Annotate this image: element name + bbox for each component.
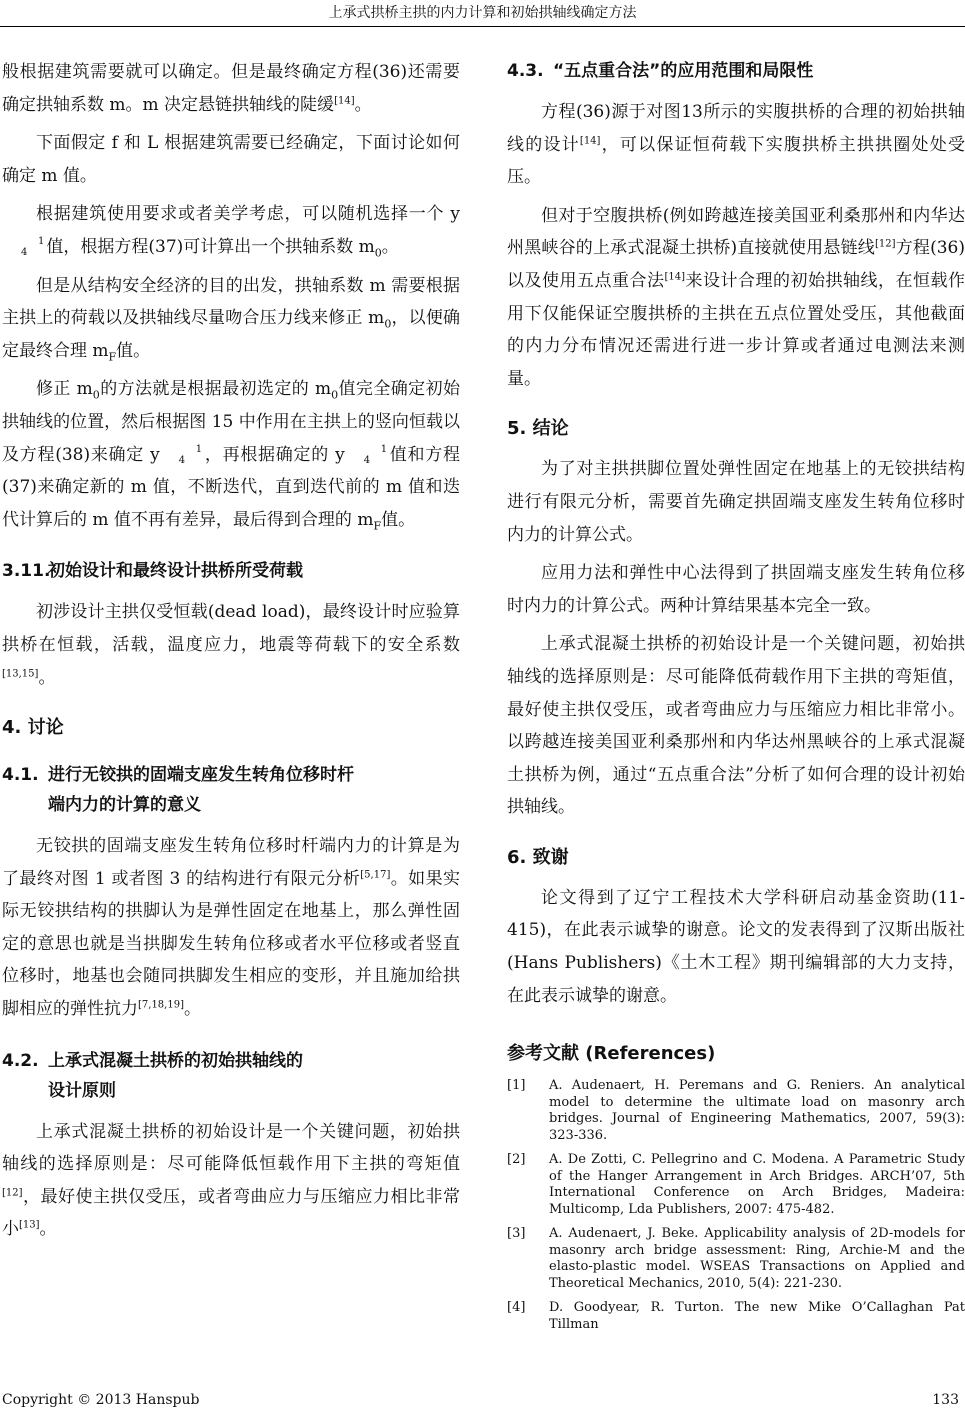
reference-item: [2] A. De Zotti, C. Pellegrino and C. Modena. A Parametric Study of the Hanger Arrangement in Arch Bridges. ARCH’07, 5th International Conference on Arch Bridges, Madeira: Multicomp, Lda Publishers, 2007: 475-482. [507,1152,965,1217]
reference-item: [4] D. Goodyear, R. Turton. The new Mike O’Callaghan Pat Tillman [507,1300,965,1332]
footer-copyright: Copyright © 2013 Hanspub [2,1392,200,1408]
section-heading-3-11: 3.11.初始设计和最终设计拱桥所受荷载 [2,561,303,582]
section-heading-5: 5. 结论 [507,418,569,440]
paragraph: 论文得到了辽宁工程技术大学科研启动基金资助(11-415)，在此表示诚挚的谢意。论文的发表得到了汉斯出版社(Hans Publishers)《土木工程》期刊编辑部的大力支持，在此表示诚挚的谢意。 [507,887,965,1006]
paragraph: 但是从结构安全经济的目的出发，拱轴系数 m 需要根据主拱上的荷载以及拱轴线尽量吻合压力线来修正 $m_0$，以便确定最终合理 $m_F$值。 [2,275,460,364]
paragraph: 根据建筑使用要求或者美学考虑，可以随机选择一个 y1 4 值，根据方程(37)可计算出一个拱轴系数 $m_0$。 [21,204,460,260]
section-heading-4-3: 4.3. “五点重合法”的应用范围和局限性 [507,61,814,81]
section-heading-4: 4. 讨论 [2,717,64,739]
running-header: 上承式拱桥主拱的内力计算和初始拱轴线确定方法 [328,5,637,21]
reference-item: [3] A. Audenaert, J. Beke. Applicability analysis of 2D-models for masonry arch bridge assessment: Ring, Archie-M and the elasto-plastic model. WSEAS Transactions on Applied and Theoretical Mechanics, 2010, 5(4): 221-230. [507,1226,965,1291]
paragraph: 上承式混凝土拱桥的初始设计是一个关键问题，初始拱轴线的选择原则是：尽可能降低荷载作用下主拱的弯矩值，最好使主拱仅受压，或者弯曲应力与压缩应力相比非常小。以跨越连接美国亚利桑那州和内华达州黑峡谷的上承式混凝土拱桥为例，通过“五点重合法”分析了如何合理的设计初始拱轴线。 [507,634,965,818]
header-rule [0,26,965,27]
section-heading-4-1: 4.1. 进行无铰拱的固端支座发生转角位移时杆 端内力的计算的意义 [2,765,354,816]
reference-list [507,1078,965,1333]
section-heading-4-2: 4.2. 上承式混凝土拱桥的初始拱轴线的 设计原则 [2,1050,303,1101]
paragraph: 修正 $m_0$的方法就是根据最初选定的 $m_0$值完全确定初始拱轴线的位置，然后根据图 15 中作用在主拱上的竖向恒载以及方程(38)来确定 y 1 4 ，再根据确定的 y 1 4 值和方程(37)来确定新的 m 值，不断迭代，直到迭代前的 m 值和迭代计算后的 m 值不再有差异，最后得到合理的 $m_F$值。 [2,379,461,533]
paragraph: 方程(36)源于对图13所示的实腹拱桥的合理的初始拱轴线的设计[14]，可以保证恒荷载下实腹拱桥主拱拱圈处处受压。 [507,102,965,188]
references-heading: 参考文献 (References) [507,1043,716,1065]
paragraph: 为了对主拱拱脚位置处弹性固定在地基上的无铰拱结构进行有限元分析，需要首先确定拱固端支座发生转角位移时内力的计算公式。 [507,459,965,545]
paragraph: 无铰拱的固端支座发生转角位移时杆端内力的计算是为了最终对图 1 或者图 3 的结构进行有限元分析[5,17]。如果实际无铰拱结构的拱脚认为是弹性固定在地基上，那么弹性固定的意思也就是当拱脚发生转角位移或者水平位移或者竖直位移时，地基也会随同拱脚发生相应的变形，并且施加给拱脚相应的弹性抗力[7,18,19]。 [2,836,461,1020]
section-heading-6: 6. 致谢 [507,846,569,868]
paragraph: 下面假定 f 和 L 根据建筑需要已经确定，下面讨论如何确定 m 值。 [2,133,460,186]
paragraph: 般根据建筑需要就可以确定。但是最终确定方程(36)还需要确定拱轴系数 m。m 决定悬链拱轴线的陡缓[14]。 [2,62,460,115]
paragraph: 应用力法和弹性中心法得到了拱固端支座发生转角位移时内力的计算公式。两种计算结果基本完全一致。 [507,563,965,616]
paragraph: 但对于空腹拱桥(例如跨越连接美国亚利桑那州和内华达州黑峡谷的上承式混凝土拱桥)直接就使用悬链线[12]方程(36)以及使用五点重合法[14]来设计合理的初始拱轴线，在恒载作用下仅能保证空腹拱桥的主拱在五点位置处受压，其他截面的内力分布情况还需进行进一步计算或者通过电测法来测量。 [507,205,965,389]
reference-item: [1] A. Audenaert, H. Peremans and G. Reniers. An analytical model to determine the ultimate load on masonry arch bridges. Journal of Engineering Mathematics, 2007, 59(3): 323-336. [507,1078,965,1143]
right-column [507,56,965,1341]
paragraph: 上承式混凝土拱桥的初始设计是一个关键问题，初始拱轴线的选择原则是：尽可能降低恒载作用下主拱的弯矩值[12]，最好使主拱仅受压，或者弯曲应力与压缩应力相比非常小[13]。 [2,1121,460,1240]
page-number: 133 [932,1392,959,1408]
paragraph: 初涉设计主拱仅受恒载(dead load)，最终设计时应验算拱桥在恒载，活载，温度应力，地震等荷载下的安全系数[13,15]。 [2,602,460,688]
left-column [2,56,460,1252]
